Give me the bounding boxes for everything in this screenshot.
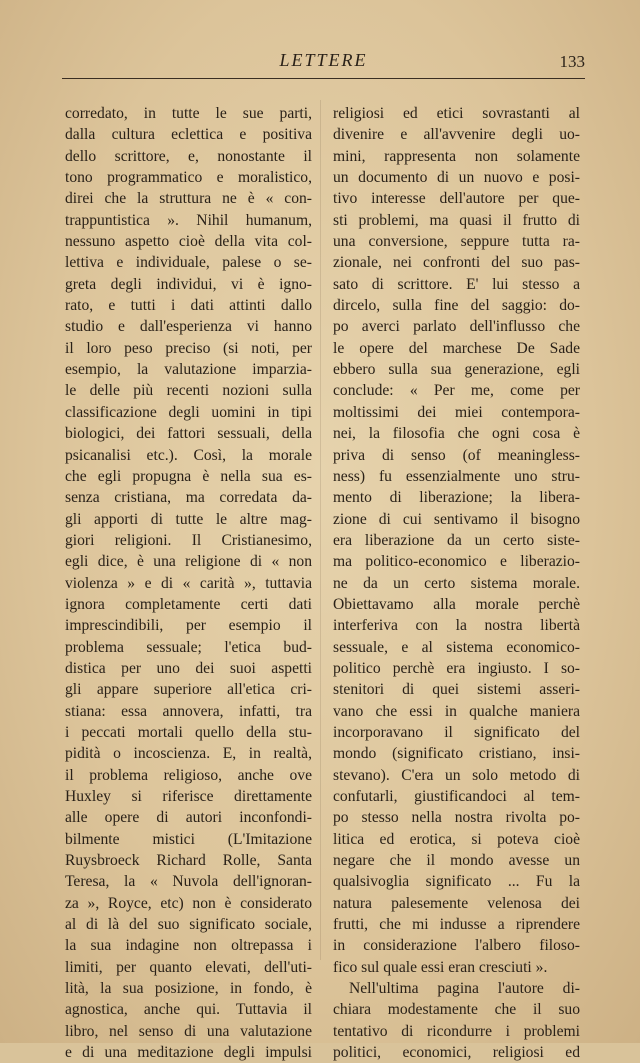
text-line: interferiva con la nostra libertà bbox=[333, 617, 580, 635]
text-line: confutarli, giustificandoci al tem- bbox=[333, 788, 580, 805]
text-line: nei, la filosofia che ogni cosa è bbox=[333, 425, 580, 443]
text-line: litica ed erotica, si poteva cioè bbox=[333, 830, 580, 848]
text-line: stenitori di quei sistemi asseri- bbox=[333, 681, 580, 699]
text-line: Teresa, la « Nuvola dell'ignoran- bbox=[65, 873, 312, 891]
text-line: alle opere di autori inconfondi- bbox=[65, 809, 312, 827]
text-line: al di là del suo significato sociale, bbox=[65, 916, 312, 934]
text-line: tono programmatico e moralistico, bbox=[65, 169, 312, 187]
text-line: incorporavano il significato del bbox=[333, 723, 580, 741]
text-line: dircelo, sulla fine del saggio: do- bbox=[333, 297, 580, 315]
text-line: politico perchè era ingiusto. I so- bbox=[333, 659, 580, 677]
text-line: fico sul quale essi eran cresciuti ». bbox=[333, 958, 548, 976]
text-line: zionale, nei confronti del suo pas- bbox=[333, 254, 580, 272]
text-line: chiara modestamente che il suo bbox=[333, 1001, 580, 1019]
text-line: sessuale, e al sistema economico- bbox=[333, 638, 580, 656]
text-line: e di una meditazione degli impulsi bbox=[65, 1044, 312, 1062]
text-line: stevano). C'era un solo metodo di bbox=[333, 766, 580, 784]
text-line: Nell'ultima pagina l'autore di- bbox=[349, 980, 580, 998]
text-line: la sua indagine non oltrepassa i bbox=[65, 937, 312, 955]
text-line: un documento di un nuovo e posi- bbox=[333, 169, 580, 187]
text-line: religiosi ed etici sovrastanti al bbox=[333, 105, 580, 122]
text-line: era liberazione da un certo siste- bbox=[333, 531, 580, 549]
text-line: in considerazione l'albero filoso- bbox=[333, 937, 580, 955]
text-line: violenza » e di « carità », tuttavia bbox=[65, 574, 312, 592]
column-gutter bbox=[320, 100, 321, 960]
text-line: limiti, per quanto elevati, dell'uti- bbox=[65, 958, 312, 976]
text-line: Obiettavamo alla morale perchè bbox=[333, 595, 580, 613]
text-line: problema sessuale; l'etica bud- bbox=[65, 638, 312, 656]
text-line: pidità o incoscienza. E, in realtà, bbox=[65, 745, 312, 763]
running-head: LETTERE bbox=[279, 50, 368, 70]
text-line: priva di senso (of meaningless- bbox=[333, 446, 580, 464]
text-line: lità, la sua posizione, in fondo, è bbox=[65, 980, 312, 998]
text-line: ness) fu essenzialmente uno stru- bbox=[333, 467, 580, 485]
text-line: libro, nel senso di una valutazione bbox=[65, 1022, 312, 1040]
text-line: egli dice, è una religione di « non bbox=[65, 553, 312, 571]
text-line: nessuno aspetto cioè della vita col- bbox=[65, 233, 312, 251]
text-line: agnostica, anche qui. Tuttavia il bbox=[65, 1001, 312, 1019]
text-line: le opere del marchese De Sade bbox=[333, 339, 580, 357]
text-line: che egli propugna è nella sua es- bbox=[65, 467, 312, 485]
text-line: moltissimi dei miei contempora- bbox=[333, 403, 580, 421]
text-line: psicanalisi etc.). Così, la morale bbox=[65, 446, 312, 464]
text-line: studio e dall'esperienza vi hanno bbox=[65, 318, 312, 336]
text-line: sti problemi, ma quasi il frutto di bbox=[333, 211, 580, 229]
text-line: conclude: « Per me, come per bbox=[333, 382, 580, 400]
text-line: vano che essi in qualche maniera bbox=[333, 702, 580, 720]
text-line: mondo (significato cristiano, insi- bbox=[333, 745, 580, 763]
text-line: biologici, dei fattori sessuali, della bbox=[65, 425, 312, 443]
text-line: dalla cultura eclettica e positiva bbox=[65, 126, 312, 144]
text-line: imprescindibili, per esempio il bbox=[65, 617, 312, 635]
text-line: ma politico-economico e liberazio- bbox=[333, 553, 580, 571]
text-line: il problema religioso, anche ove bbox=[65, 766, 312, 784]
text-line: negare che il mondo avesse un bbox=[333, 852, 580, 870]
text-line: sato di scrittore. E' lui stesso a bbox=[333, 275, 580, 293]
text-line: esempio, la valutazione imparzia- bbox=[65, 361, 312, 379]
text-line: divenire e all'avvenire degli uo- bbox=[333, 126, 580, 144]
text-line: zione di cui sentivamo il bisogno bbox=[333, 510, 580, 528]
text-line: politici, economici, religiosi ed bbox=[333, 1044, 580, 1062]
text-line: senza cristiana, ma corredata da- bbox=[65, 489, 312, 507]
text-line: trappuntistica ». Nihil humanum, bbox=[65, 211, 312, 229]
text-line: qualsivoglia significato ... Fu la bbox=[333, 873, 580, 891]
text-line: corredato, in tutte le sue parti, bbox=[65, 105, 312, 122]
text-line: il loro peso preciso (si noti, per bbox=[65, 339, 312, 357]
text-line: za », Royce, etc) non è considerato bbox=[65, 894, 312, 912]
page-number: 133 bbox=[559, 52, 585, 71]
text-line: ebbero sulla sua generazione, egli bbox=[333, 361, 580, 379]
text-line: dello scrittore, e, nonostante il bbox=[65, 147, 312, 165]
text-line: Huxley si riferisce direttamente bbox=[65, 788, 312, 805]
text-line: mini, rappresenta non solamente bbox=[333, 147, 580, 165]
text-line: rato, e tutti i dati attinti dallo bbox=[65, 297, 312, 315]
text-line: tentativo di ricondurre i problemi bbox=[333, 1022, 580, 1040]
text-line: le delle più recenti nozioni sulla bbox=[65, 382, 312, 400]
text-line: mento di liberazione; la libera- bbox=[333, 489, 580, 507]
text-line: frutti, che mi indusse a riprendere bbox=[333, 916, 580, 934]
text-line: gli apporti di tutte le altre mag- bbox=[65, 510, 312, 528]
text-line: lettiva e individuale, palese o se- bbox=[65, 254, 312, 272]
text-line: po averci parlato dell'influsso che bbox=[333, 318, 580, 336]
right-text-column bbox=[333, 103, 580, 1063]
text-line: stiana: essa annovera, infatti, tra bbox=[65, 702, 312, 720]
left-text-column bbox=[65, 103, 312, 1063]
text-line: ignora completamente certi dati bbox=[65, 595, 312, 613]
text-line: classificazione degli uomini in tipi bbox=[65, 403, 312, 421]
text-line: bilmente mistici (L'Imitazione bbox=[65, 830, 312, 848]
text-line: i peccati mortali quello della stu- bbox=[65, 723, 312, 741]
text-line: ne da un certo sistema morale. bbox=[333, 574, 580, 592]
text-line: greta degli individui, vi è igno- bbox=[65, 275, 312, 293]
text-line: una conversione, seppure tutta ra- bbox=[333, 233, 580, 251]
text-line: distica per uno dei suoi aspetti bbox=[65, 659, 312, 677]
text-line: tivo interesse dell'autore per que- bbox=[333, 190, 580, 208]
text-line: Ruysbroeck Richard Rolle, Santa bbox=[65, 852, 312, 870]
text-line: gli appare superiore all'etica cri- bbox=[65, 681, 312, 699]
text-line: direi che la struttura ne è « con- bbox=[65, 190, 312, 208]
page-header bbox=[62, 48, 585, 79]
text-line: po stesso nella nostra rivolta po- bbox=[333, 809, 580, 827]
text-line: natura palesemente velenosa dei bbox=[333, 894, 580, 912]
text-line: giori religioni. Il Cristianesimo, bbox=[65, 531, 312, 549]
